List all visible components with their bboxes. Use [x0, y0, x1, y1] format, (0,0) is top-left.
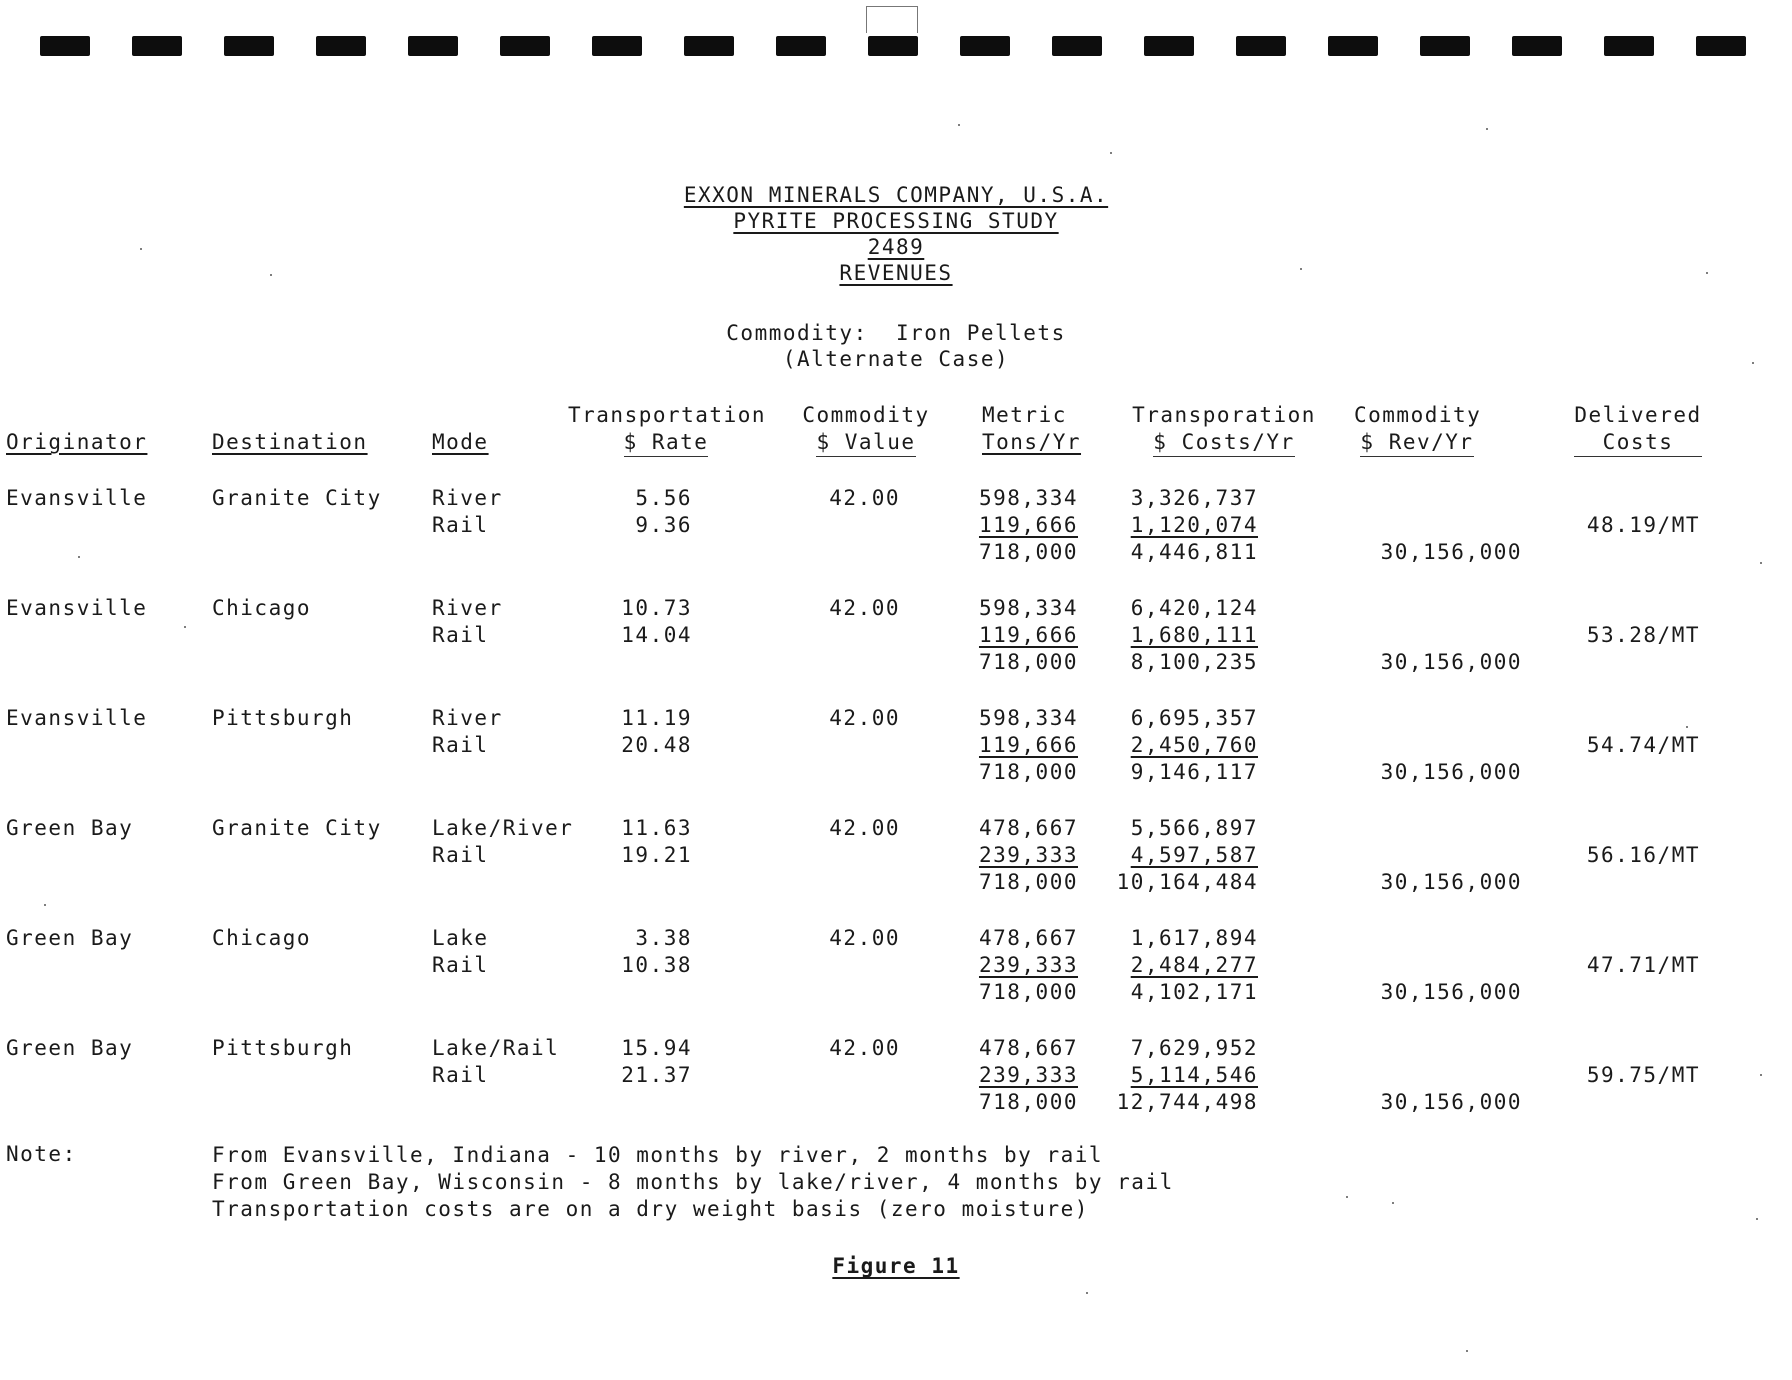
tons-cell: 478,667 [978, 816, 1078, 840]
cost-total-cell: 4,102,171 [1130, 980, 1258, 1004]
column-header-costs: Transporation $ Costs/Yr [1132, 402, 1316, 457]
value-cell: 42.00 [829, 926, 900, 950]
column-header-mode: Mode [432, 430, 489, 454]
mode-cell: Lake [432, 926, 489, 950]
cost-cell: 6,420,124 [1130, 596, 1258, 620]
column-header-originator: Originator [6, 430, 148, 454]
cost-cell: 5,566,897 [1130, 816, 1258, 840]
cost-cell: 5,114,546 [1130, 1063, 1258, 1087]
perforation-hole [224, 36, 274, 56]
perforation-hole [1512, 36, 1562, 56]
cost-cell: 6,695,357 [1130, 706, 1258, 730]
tons-cell: 598,334 [978, 706, 1078, 730]
delivered-cost-cell: 47.71/MT [1586, 953, 1700, 977]
mode-cell: Rail [432, 953, 489, 977]
cost-cell: 7,629,952 [1130, 1036, 1258, 1060]
cost-total-cell: 8,100,235 [1130, 650, 1258, 674]
tons-cell: 239,333 [978, 1063, 1078, 1087]
mode-cell: River [432, 706, 503, 730]
rate-cell: 11.19 [621, 706, 692, 730]
delivered-cost-cell: 54.74/MT [1586, 733, 1700, 757]
perforation-hole [1696, 36, 1746, 56]
tons-cell: 119,666 [978, 513, 1078, 537]
perforation-hole [684, 36, 734, 56]
mode-cell: Lake/Rail [432, 1036, 560, 1060]
revenue-cell: 30,156,000 [1380, 760, 1522, 784]
document-header [0, 183, 1792, 285]
table-row-group [0, 486, 1792, 567]
cost-total-cell: 10,164,484 [1116, 870, 1258, 894]
rate-cell: 10.73 [621, 596, 692, 620]
tons-total-cell: 718,000 [978, 870, 1078, 894]
tons-cell: 598,334 [978, 596, 1078, 620]
table-row-group [0, 816, 1792, 897]
perforation-hole [1420, 36, 1470, 56]
column-header-delivered: Delivered Costs [1574, 402, 1702, 457]
rate-cell: 5.56 [635, 486, 692, 510]
perforation-hole [40, 36, 90, 56]
tons-total-cell: 718,000 [978, 980, 1078, 1004]
commodity-line: Commodity: Iron Pellets [726, 321, 1066, 345]
perforation-hole [1144, 36, 1194, 56]
tons-total-cell: 718,000 [978, 650, 1078, 674]
mode-cell: Lake/River [432, 816, 574, 840]
rate-cell: 9.36 [635, 513, 692, 537]
study-number: 2489 [867, 235, 925, 259]
perforation-hole [868, 36, 918, 56]
value-cell: 42.00 [829, 706, 900, 730]
rate-cell: 3.38 [635, 926, 692, 950]
originator-cell: Evansville [6, 486, 148, 510]
perforation-hole [316, 36, 366, 56]
destination-cell: Granite City [212, 486, 382, 510]
section-title: REVENUES [839, 261, 953, 285]
rate-cell: 11.63 [621, 816, 692, 840]
cost-cell: 1,120,074 [1130, 513, 1258, 537]
delivered-cost-cell: 56.16/MT [1586, 843, 1700, 867]
study-title: PYRITE PROCESSING STUDY [733, 209, 1059, 233]
perforation-hole [500, 36, 550, 56]
revenue-cell: 30,156,000 [1380, 1090, 1522, 1114]
value-cell: 42.00 [829, 1036, 900, 1060]
rate-cell: 15.94 [621, 1036, 692, 1060]
originator-cell: Green Bay [6, 926, 134, 950]
tons-total-cell: 718,000 [978, 1090, 1078, 1114]
perforation-hole [132, 36, 182, 56]
perforation-hole [960, 36, 1010, 56]
cost-cell: 3,326,737 [1130, 486, 1258, 510]
cost-total-cell: 9,146,117 [1130, 760, 1258, 784]
mode-cell: River [432, 596, 503, 620]
mode-cell: Rail [432, 1063, 489, 1087]
revenue-cell: 30,156,000 [1380, 870, 1522, 894]
note-label: Note: [6, 1142, 77, 1166]
destination-cell: Pittsburgh [212, 706, 354, 730]
tons-cell: 239,333 [978, 953, 1078, 977]
revenue-cell: 30,156,000 [1380, 980, 1522, 1004]
column-header-tons: Metric Tons/Yr [982, 403, 1082, 454]
tons-cell: 478,667 [978, 926, 1078, 950]
cost-cell: 4,597,587 [1130, 843, 1258, 867]
perforation-hole [1236, 36, 1286, 56]
delivered-cost-cell: 48.19/MT [1586, 513, 1700, 537]
table-row-group [0, 1036, 1792, 1117]
note-line: Transportation costs are on a dry weight basis (zero moisture) [212, 1197, 1089, 1221]
value-cell: 42.00 [829, 596, 900, 620]
perforation-hole [408, 36, 458, 56]
note-lines [212, 1142, 1174, 1223]
rate-cell: 14.04 [621, 623, 692, 647]
cost-cell: 1,617,894 [1130, 926, 1258, 950]
commodity-case: (Alternate Case) [782, 347, 1010, 371]
tons-total-cell: 718,000 [978, 540, 1078, 564]
perforation-hole [776, 36, 826, 56]
originator-cell: Green Bay [6, 816, 134, 840]
mode-cell: Rail [432, 733, 489, 757]
rate-cell: 19.21 [621, 843, 692, 867]
tons-total-cell: 718,000 [978, 760, 1078, 784]
commodity-block [0, 321, 1792, 371]
mode-cell: River [432, 486, 503, 510]
cost-cell: 2,450,760 [1130, 733, 1258, 757]
perforation-hole [592, 36, 642, 56]
note-line: From Evansville, Indiana - 10 months by river, 2 months by rail [212, 1143, 1104, 1167]
originator-cell: Evansville [6, 596, 148, 620]
column-header-rate: Transportation $ Rate [568, 402, 764, 457]
revenue-cell: 30,156,000 [1380, 650, 1522, 674]
revenue-cell: 30,156,000 [1380, 540, 1522, 564]
destination-cell: Granite City [212, 816, 382, 840]
column-header-destination: Destination [212, 430, 368, 454]
tons-cell: 239,333 [978, 843, 1078, 867]
table-row-group [0, 926, 1792, 1007]
delivered-cost-cell: 59.75/MT [1586, 1063, 1700, 1087]
perforation-hole [1052, 36, 1102, 56]
mode-cell: Rail [432, 623, 489, 647]
originator-cell: Green Bay [6, 1036, 134, 1060]
rate-cell: 21.37 [621, 1063, 692, 1087]
rate-cell: 20.48 [621, 733, 692, 757]
value-cell: 42.00 [829, 486, 900, 510]
destination-cell: Pittsburgh [212, 1036, 354, 1060]
figure-caption: Figure 11 [832, 1254, 960, 1278]
originator-cell: Evansville [6, 706, 148, 730]
column-header-value: Commodity $ Value [800, 402, 932, 457]
delivered-cost-cell: 53.28/MT [1586, 623, 1700, 647]
cost-total-cell: 4,446,811 [1130, 540, 1258, 564]
perforation-hole [1604, 36, 1654, 56]
tons-cell: 598,334 [978, 486, 1078, 510]
destination-cell: Chicago [212, 596, 312, 620]
tons-cell: 478,667 [978, 1036, 1078, 1060]
rate-cell: 10.38 [621, 953, 692, 977]
mode-cell: Rail [432, 843, 489, 867]
tons-cell: 119,666 [978, 733, 1078, 757]
mode-cell: Rail [432, 513, 489, 537]
cost-cell: 1,680,111 [1130, 623, 1258, 647]
company-name: EXXON MINERALS COMPANY, U.S.A. [683, 183, 1109, 207]
table-row-group [0, 596, 1792, 677]
value-cell: 42.00 [829, 816, 900, 840]
binder-mark [866, 6, 918, 33]
tons-cell: 119,666 [978, 623, 1078, 647]
destination-cell: Chicago [212, 926, 312, 950]
table-row-group [0, 706, 1792, 787]
note-line: From Green Bay, Wisconsin - 8 months by lake/river, 4 months by rail [212, 1170, 1174, 1194]
perforation-hole [1328, 36, 1378, 56]
cost-total-cell: 12,744,498 [1116, 1090, 1258, 1114]
cost-cell: 2,484,277 [1130, 953, 1258, 977]
column-header-revenue: Commodity $ Rev/Yr [1354, 402, 1480, 457]
